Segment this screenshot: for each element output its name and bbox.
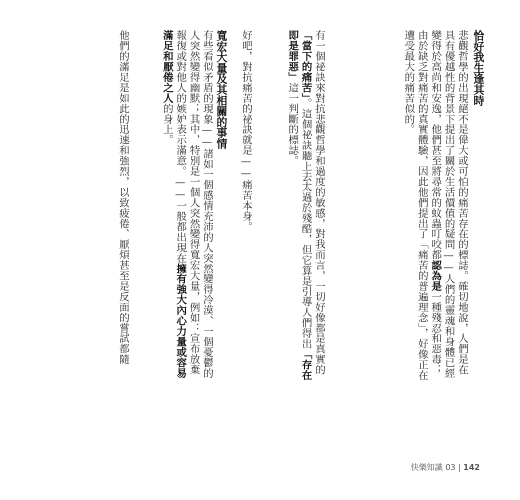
section-heading: 恰好我生逢其時: [472, 30, 486, 106]
paragraph-2-continued-2: 這一判斷的標誌。: [286, 82, 299, 166]
paragraph-2-emphasis-2: 「存在即是罪惡」: [286, 30, 312, 381]
page-footer: [380, 462, 480, 473]
chapter-number: 03: [445, 463, 456, 472]
running-title: 快樂知識: [410, 463, 443, 472]
paragraph-2-emphasis: 「當下的痛苦」: [299, 30, 312, 98]
paragraph-2: [273, 30, 325, 385]
section-heading-2: 寬宏大量及其相關的事情: [215, 30, 229, 149]
paragraph-1-text: 悲觀哲學的出現絕不是偉大或可怕的痛苦存在的標誌。確切地說，人們是在具有優越性的背景下提出了關於生活價值的疑問——人們的靈魂和身體已經變得於高尚和安逸，他們甚至將尋常的蚊蟲叮咬都: [429, 30, 468, 379]
paragraph-4-continued: 的身上。: [160, 103, 173, 145]
paragraph-4-text: 有些看似矛盾的現象——諸如一個感情充沛的人突然變得冷漠、一個憂鬱的人突然變得幽默；其中，特別是一個人突然變得寬宏大量，例如：宣布放棄報復或對他人的嫉妒表示滿意。——一般都出現在: [174, 30, 213, 379]
footer-divider: |: [458, 463, 461, 472]
page-number: 142: [463, 463, 480, 472]
paragraph-1: [326, 30, 468, 385]
paragraph-1-emphasis: 認為是: [429, 259, 442, 292]
paragraph-1-continued: 一種殘忍和惡毒；由於缺乏對痛苦的真實體驗，因此他們提出了「痛苦的普遍理念」，好像正在遭受最大的痛苦似的。: [402, 30, 442, 381]
paragraph-3: 好吧，對抗痛苦的祕訣就是——痛苦本身。: [240, 30, 252, 232]
paragraph-2-continued: 。這個祕訣聽上去太過於殘酷，但它算是引導人們得出: [299, 97, 312, 349]
paragraph-4-emphasis: 擁有強大內心力量或容易滿足和厭倦之人: [160, 30, 187, 379]
paragraph-5: 他們的滿足是如此的迅速和強烈，以致疲倦、厭煩甚至是反面的嘗試都隨: [117, 30, 129, 365]
paragraph-4: [147, 30, 213, 385]
paragraph-2-text: 有一個祕訣來對抗悲觀哲學和過度的敏感，對我而言，一切好像都是真實的: [313, 30, 325, 375]
